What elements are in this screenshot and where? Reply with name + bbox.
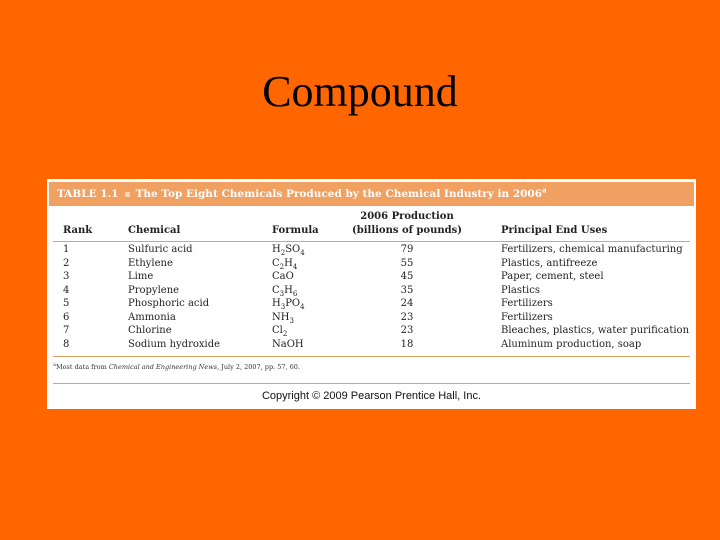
cell-chemical: Sodium hydroxide: [128, 338, 221, 350]
cell-uses: Aluminum production, soap: [501, 338, 642, 350]
cell-uses: Fertilizers: [501, 298, 553, 309]
header-production-line1: 2006 Production: [360, 211, 454, 222]
formula-part: SO: [285, 244, 301, 255]
cell-rank: 8: [63, 338, 70, 350]
cell-formula: [272, 284, 297, 298]
formula-part: C: [272, 257, 280, 269]
header-uses: Principal End Uses: [501, 225, 608, 236]
formula-part: 3: [279, 289, 285, 298]
table-caption: The Top Eight Chemicals Produced by the Chemical Industry in 2006: [135, 188, 543, 200]
formula-part: H: [284, 284, 293, 296]
formula-part: 4: [300, 303, 305, 311]
footnote-part: , July 2, 2007, pp. 57, 60.: [217, 363, 301, 371]
formula-part: H: [284, 257, 293, 269]
cell-uses: Plastics: [501, 284, 540, 296]
cell-rank: 6: [63, 311, 70, 323]
cell-production: 24: [400, 298, 414, 309]
table-footnote: [53, 363, 300, 371]
cell-uses: Plastics, antifreeze: [501, 257, 598, 269]
formula-part: H: [272, 244, 281, 255]
cell-formula: [272, 324, 287, 338]
table-caption-bar: [49, 182, 694, 206]
cell-uses: Fertilizers: [501, 311, 553, 323]
cell-chemical: Ethylene: [128, 257, 173, 269]
cell-rank: 1: [63, 244, 70, 255]
cell-chemical: Ammonia: [128, 311, 176, 323]
formula-part: 4: [300, 249, 305, 257]
cell-uses: Fertilizers, chemical manufacturing: [501, 244, 683, 255]
cell-formula: [272, 311, 294, 325]
formula-part: 4: [292, 262, 298, 271]
table-label: TABLE 1.1: [57, 188, 119, 200]
cell-production: 35: [400, 284, 414, 296]
header-production-line2: (billions of pounds): [352, 225, 462, 236]
cell-rank: 5: [63, 298, 70, 309]
header-formula: Formula: [272, 225, 319, 236]
formula-part: 3: [289, 316, 294, 325]
cell-rank: 7: [63, 325, 70, 336]
cell-production: 23: [400, 311, 414, 323]
cell-chemical: Propylene: [128, 284, 180, 296]
slide-title: Compound: [262, 67, 458, 116]
cell-production: 55: [400, 257, 414, 269]
cell-formula: [272, 270, 294, 284]
header-rank: Rank: [63, 225, 93, 236]
cell-rank: 2: [63, 257, 70, 269]
cell-chemical: Sulfuric acid: [128, 244, 193, 255]
cell-formula: [272, 257, 297, 271]
cell-formula: [272, 297, 305, 311]
table-row: [47, 297, 696, 311]
formula-part: Cl: [272, 325, 283, 336]
square-bullet-icon: [125, 192, 130, 197]
cell-chemical: Chlorine: [128, 325, 172, 336]
footnote-part: Chemical and Engineering News: [108, 363, 218, 371]
formula-part: 2: [282, 330, 288, 338]
cell-chemical: Lime: [128, 271, 154, 282]
cell-rank: 4: [63, 284, 70, 296]
cell-production: 18: [400, 338, 414, 350]
formula-part: NH: [272, 311, 290, 323]
table-row: [47, 338, 696, 352]
formula-part: 2: [279, 262, 285, 271]
cell-formula: [272, 338, 304, 352]
footnote-rule: [53, 383, 690, 384]
table-caption-footnote-mark: a: [542, 185, 547, 195]
formula-part: 3: [280, 303, 286, 311]
formula-part: 6: [292, 289, 298, 298]
formula-part: 2: [280, 249, 286, 257]
formula-part: CaO: [272, 271, 294, 282]
formula-part: C: [272, 284, 280, 296]
table-row: [47, 243, 696, 257]
header-chemical: Chemical: [128, 225, 181, 236]
formula-part: H: [272, 298, 281, 309]
table-row: [47, 324, 696, 338]
table-row: [47, 311, 696, 325]
header-rule: [53, 241, 690, 242]
cell-rank: 3: [63, 271, 70, 282]
cell-chemical: Phosphoric acid: [128, 298, 210, 309]
cell-production: 45: [400, 271, 414, 282]
copyright-text: Copyright © 2009 Pearson Prentice Hall, Inc.: [261, 390, 482, 402]
bottom-rule: [53, 356, 690, 357]
formula-part: NaOH: [272, 338, 304, 350]
footnote-part: Most data from: [55, 363, 109, 371]
table-figure: [47, 179, 696, 409]
cell-uses: Paper, cement, steel: [501, 271, 604, 282]
footnote-part: a: [53, 361, 56, 368]
cell-formula: [272, 243, 305, 257]
cell-uses: Bleaches, plastics, water purification: [501, 325, 690, 336]
formula-part: PO: [285, 298, 301, 309]
table-row: [47, 284, 696, 298]
cell-production: 23: [400, 325, 414, 336]
table-row: [47, 270, 696, 284]
cell-production: 79: [400, 244, 414, 255]
table-row: [47, 257, 696, 271]
